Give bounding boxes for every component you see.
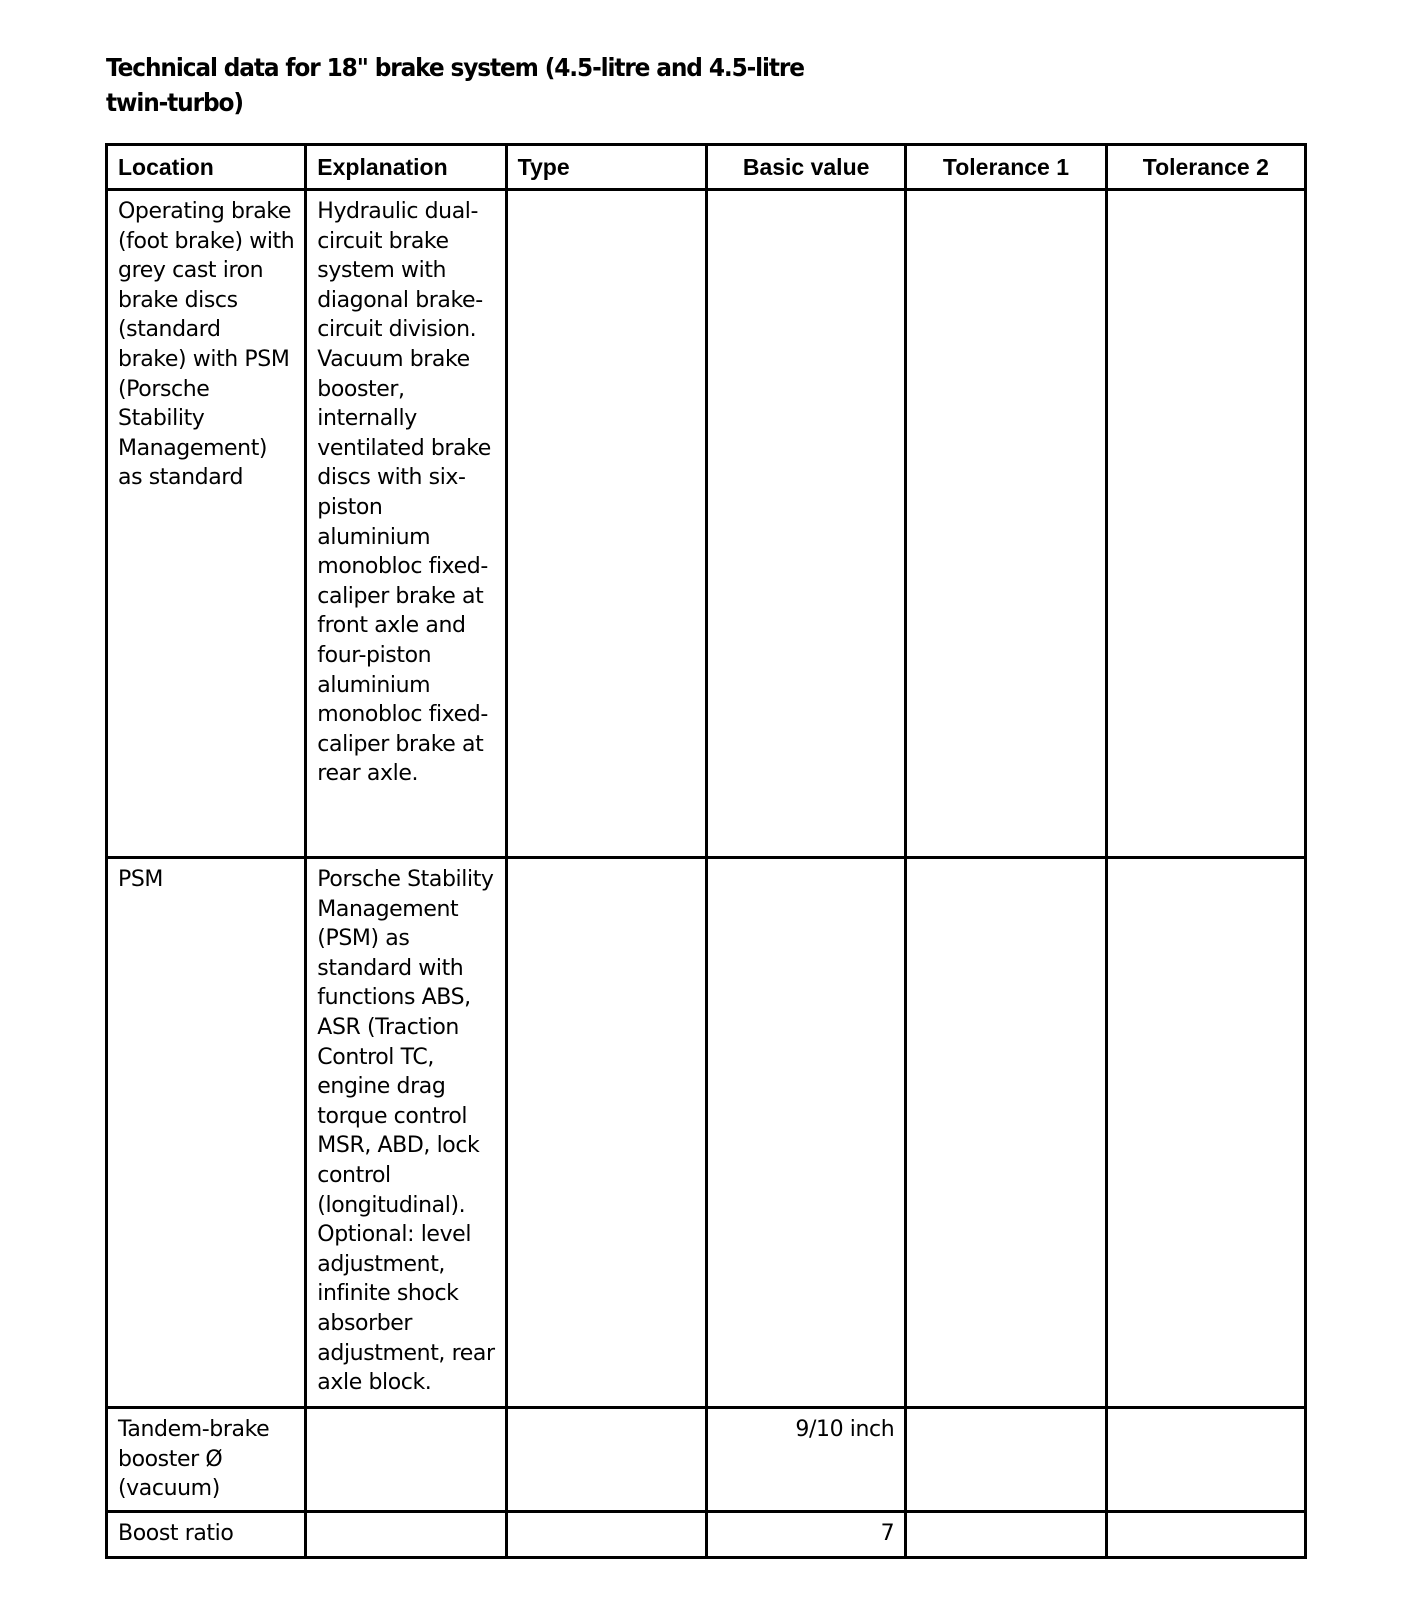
cell-explanation — [306, 1408, 506, 1512]
cell-location — [107, 858, 306, 1408]
table-row — [107, 1408, 1306, 1512]
cell-basic-value: 9/10 inch — [706, 1408, 905, 1512]
location-text: Operating brake (foot brake) with grey cast iron brake discs (standard brake) with PSM (Porsche Stability Management) as standard — [118, 199, 295, 491]
cell-explanation — [306, 1512, 506, 1558]
cell-tolerance-2 — [1106, 190, 1305, 858]
header-explanation: Explanation — [306, 145, 506, 190]
cell-basic-value: 7 — [706, 1512, 905, 1558]
table-row — [107, 1512, 1306, 1558]
cell-location — [107, 1408, 306, 1512]
header-tolerance-1: Tolerance 1 — [906, 145, 1106, 190]
location-text: PSM — [118, 867, 164, 892]
header-tolerance-2: Tolerance 2 — [1106, 145, 1305, 190]
cell-location — [107, 1512, 306, 1558]
cell-tolerance-2 — [1106, 1512, 1305, 1558]
cell-tolerance-2 — [1106, 1408, 1305, 1512]
explanation-text: Hydraulic dual-circuit brake system with diagonal brake-circuit division. Vacuum brake booster, internally ventilated brake discs with six-piston aluminium monobloc fixed-caliper brake at front axle and four-piston aluminium monobloc fixed-caliper brake at rear axle. — [317, 199, 491, 787]
cell-tolerance-1 — [906, 1408, 1106, 1512]
table-row — [107, 858, 1306, 1408]
cell-explanation — [306, 858, 506, 1408]
header-location: Location — [107, 145, 306, 190]
cell-type — [506, 1408, 706, 1512]
header-type: Type — [506, 145, 706, 190]
cell-tolerance-1 — [906, 190, 1106, 858]
cell-explanation — [306, 190, 506, 858]
cell-type — [506, 190, 706, 858]
header-row — [107, 145, 1306, 190]
location-text: Boost ratio — [118, 1521, 234, 1546]
table-row — [107, 190, 1306, 858]
cell-type — [506, 858, 706, 1408]
header-basic-value: Basic value — [706, 145, 905, 190]
cell-basic-value — [706, 858, 905, 1408]
cell-tolerance-2 — [1106, 858, 1305, 1408]
explanation-text: Porsche Stability Management (PSM) as standard with functions ABS, ASR (Traction Control TC, engine drag torque control MSR, ABD, lock control (longitudinal). Optional: level adjustment, infinite shock absorber adjustment, rear axle block. — [317, 867, 495, 1396]
table-body — [107, 190, 1306, 1558]
cell-tolerance-1 — [906, 1512, 1106, 1558]
cell-basic-value — [706, 190, 905, 858]
table-header — [107, 145, 1306, 190]
page-title: Technical data for 18" brake system (4.5-litre and 4.5-litre twin-turbo) — [106, 53, 804, 117]
technical-data-table — [105, 143, 1307, 1559]
cell-type — [506, 1512, 706, 1558]
location-text: Tandem-brake booster Ø (vacuum) — [118, 1417, 270, 1502]
cell-tolerance-1 — [906, 858, 1106, 1408]
cell-location — [107, 190, 306, 858]
